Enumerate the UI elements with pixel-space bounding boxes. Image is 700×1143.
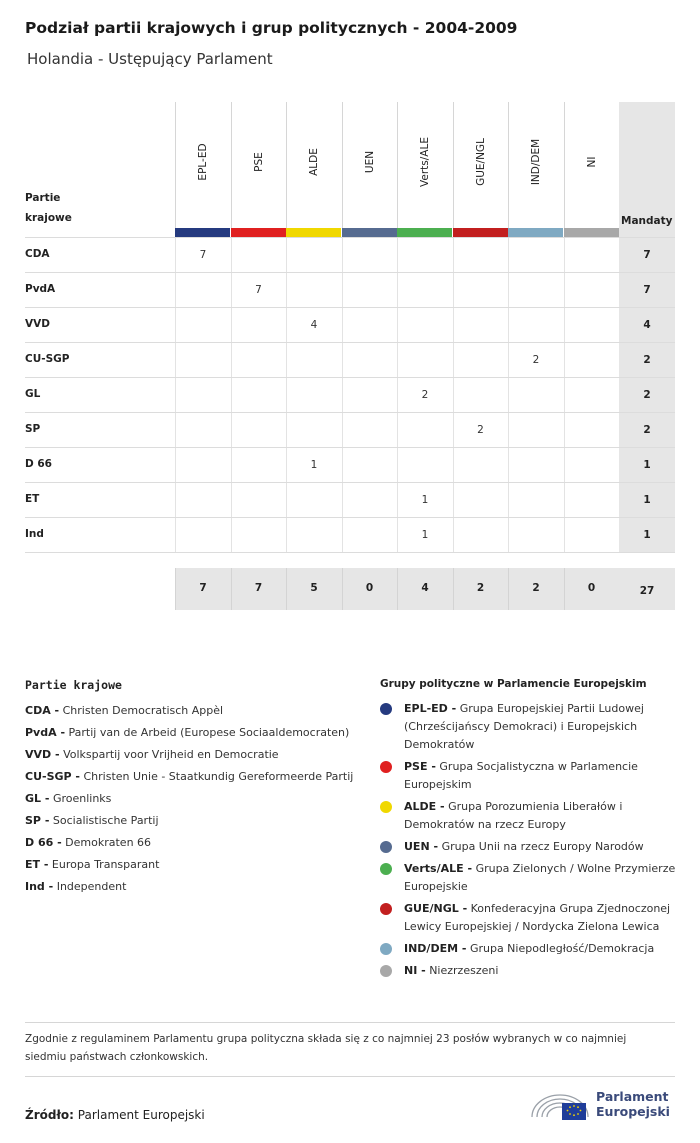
table-cell <box>564 518 619 552</box>
column-divider <box>453 102 454 238</box>
column-divider <box>286 102 287 238</box>
table-cell: 2 <box>397 378 452 412</box>
legend-group-name: Niezrzeszeni <box>429 964 499 977</box>
table-cell <box>508 518 563 552</box>
page-title: Podział partii krajowych i grup politycznych - 2004-2009 <box>25 19 518 37</box>
grand-total: 27 <box>639 585 655 597</box>
legend-group-abbr: IND/DEM - <box>404 942 467 955</box>
legend-group-item <box>380 962 680 980</box>
table-cell <box>286 343 341 377</box>
table-cell <box>342 413 397 447</box>
column-divider <box>397 102 398 238</box>
legend-group-abbr: UEN - <box>404 840 439 853</box>
column-total: 7 <box>175 568 230 610</box>
legend-party-item <box>25 878 355 896</box>
table-cell: 1 <box>286 448 341 482</box>
party-name: SP <box>25 423 41 435</box>
legend-group-name: Grupa Niepodległość/Demokracja <box>469 942 655 955</box>
table-cell <box>175 518 230 552</box>
table-cell <box>453 518 508 552</box>
source-label: Źródło: <box>25 1108 74 1122</box>
legend-group-abbr: NI - <box>404 964 426 977</box>
legend-party-item <box>25 812 355 830</box>
legend-party-name: Demokraten 66 <box>65 836 152 849</box>
footnote: Zgodnie z regulaminem Parlamentu grupa polityczna składa się z co najmniej 23 posłów wybranych w co najmniej siedmiu państwach członkowskich. <box>25 1033 627 1063</box>
table-cell <box>175 308 230 342</box>
table-cell <box>397 308 452 342</box>
legend-group-item <box>380 900 680 936</box>
legend-party-abbr: ET - <box>25 858 49 871</box>
group-color-dot-icon <box>380 703 392 715</box>
table-cell <box>175 343 230 377</box>
table-cell <box>397 273 452 307</box>
table-cell <box>508 308 563 342</box>
legend-party-abbr: CU-SGP - <box>25 770 80 783</box>
table-cell <box>286 413 341 447</box>
table-cell <box>508 273 563 307</box>
table-cell <box>342 448 397 482</box>
table-cell <box>508 483 563 517</box>
group-color-bar <box>508 228 563 237</box>
table-row <box>25 482 675 517</box>
legend-group-item <box>380 838 680 856</box>
table-cell <box>342 378 397 412</box>
column-total: 4 <box>397 568 452 610</box>
group-color-bar <box>175 228 230 237</box>
table-cell <box>453 273 508 307</box>
table-row <box>25 272 675 307</box>
table-cell: 7 <box>231 273 286 307</box>
source-value: Parlament Europejski <box>77 1108 205 1122</box>
legend-party-abbr: Ind - <box>25 880 54 893</box>
table-cell <box>564 378 619 412</box>
legend-parties-title: Partie krajowe <box>25 678 122 692</box>
column-header-pse: PSE <box>252 152 265 172</box>
legend-group-item <box>380 798 680 834</box>
source <box>25 1108 205 1122</box>
party-name: CDA <box>25 248 50 260</box>
legend-party-name: Christen Democratisch Appèl <box>62 704 224 717</box>
legend-group-name: Grupa Europejskiej Partii Ludowej (Chrześcijańscy Demokraci) i Europejskich Demokratów <box>404 702 644 751</box>
row-total: 2 <box>619 378 675 412</box>
table-cell: 4 <box>286 308 341 342</box>
table-cell <box>286 378 341 412</box>
table-cell <box>508 238 563 272</box>
table-cell <box>397 238 452 272</box>
column-total: 0 <box>342 568 397 610</box>
table-cell <box>175 378 230 412</box>
table-cell: 1 <box>397 518 452 552</box>
legend-party-name: Independent <box>56 880 127 893</box>
party-name: GL <box>25 388 41 400</box>
column-total: 0 <box>564 568 619 610</box>
legend-party-item <box>25 834 355 852</box>
legend-party-abbr: CDA - <box>25 704 60 717</box>
table-cell <box>175 448 230 482</box>
column-divider <box>564 102 565 238</box>
column-divider <box>342 102 343 238</box>
party-name: PvdA <box>25 283 56 295</box>
table-cell <box>231 308 286 342</box>
legend-groups <box>380 678 680 984</box>
row-total: 2 <box>619 343 675 377</box>
legend-party-item <box>25 746 355 764</box>
table-cell <box>564 238 619 272</box>
table-cell <box>231 378 286 412</box>
table-cell <box>564 448 619 482</box>
group-color-bar <box>342 228 397 237</box>
group-color-bar <box>564 228 619 237</box>
legend-group-item <box>380 940 680 958</box>
table-cell <box>508 448 563 482</box>
table-cell <box>231 448 286 482</box>
legend-group-name: Grupa Socjalistyczna w Parlamencie Europejskim <box>404 760 638 791</box>
legend-group-abbr: Verts/ALE - <box>404 862 473 875</box>
row-total: 1 <box>619 483 675 517</box>
row-total: 1 <box>619 518 675 552</box>
table-cell <box>508 413 563 447</box>
row-total: 7 <box>619 238 675 272</box>
legend-party-name: Volkspartij voor Vrijheid en Democratie <box>63 748 279 761</box>
table-cell <box>231 518 286 552</box>
divider <box>25 1076 675 1077</box>
table-cell <box>231 413 286 447</box>
group-color-bar <box>286 228 341 237</box>
legend-group-abbr: ALDE - <box>404 800 445 813</box>
table-row <box>25 237 675 272</box>
legend-group-item <box>380 758 680 794</box>
table-row <box>25 447 675 482</box>
table-cell <box>453 483 508 517</box>
column-total: 2 <box>508 568 563 610</box>
legend-group-name: Konfederacyjna Grupa Zjednoczonej Lewicy Europejskiej / Nordycka Zielona Lewica <box>404 902 671 933</box>
table-cell <box>564 308 619 342</box>
table-cell <box>231 238 286 272</box>
table-cell <box>286 483 341 517</box>
table-cell <box>453 378 508 412</box>
column-total: 2 <box>453 568 508 610</box>
legend-party-name: Socialistische Partij <box>52 814 159 827</box>
legend-party-abbr: D 66 - <box>25 836 62 849</box>
row-total: 2 <box>619 413 675 447</box>
group-color-dot-icon <box>380 903 392 915</box>
legend-parties <box>25 678 355 900</box>
column-divider <box>175 102 176 238</box>
legend-group-abbr: GUE/NGL - <box>404 902 468 915</box>
table-cell <box>231 343 286 377</box>
party-name: Ind <box>25 528 44 540</box>
legend-party-abbr: GL - <box>25 792 50 805</box>
legend-party-name: Europa Transparant <box>51 858 160 871</box>
table-row <box>25 412 675 447</box>
table-cell <box>508 378 563 412</box>
totals-row <box>175 568 675 610</box>
row-header: Partie krajowe <box>25 192 72 224</box>
table-cell <box>397 413 452 447</box>
group-color-dot-icon <box>380 761 392 773</box>
column-header-epled: EPL-ED <box>197 143 209 181</box>
column-header-uen: UEN <box>363 150 376 174</box>
table-row <box>25 342 675 377</box>
legend-group-abbr: PSE - <box>404 760 436 773</box>
total-header: Mandaty <box>621 215 673 227</box>
table-cell <box>453 343 508 377</box>
column-header-ni: NI <box>585 156 598 168</box>
table-cell <box>564 343 619 377</box>
table-cell <box>342 273 397 307</box>
party-name: ET <box>25 493 40 505</box>
table-cell <box>286 238 341 272</box>
table-cell: 1 <box>397 483 452 517</box>
divider <box>25 1022 675 1023</box>
legend-party-name: Groenlinks <box>52 792 112 805</box>
table-cell: 7 <box>175 238 230 272</box>
party-name: VVD <box>25 318 50 330</box>
group-color-bar <box>231 228 286 237</box>
column-header-inddem: IND/DEM <box>530 138 542 186</box>
table-cell <box>175 413 230 447</box>
table-row <box>25 307 675 342</box>
table-cell <box>175 273 230 307</box>
table-row <box>25 377 675 412</box>
row-total: 7 <box>619 273 675 307</box>
column-total: 7 <box>231 568 286 610</box>
table-cell <box>453 308 508 342</box>
table-cell <box>397 448 452 482</box>
legend-group-name: Grupa Unii na rzecz Europy Narodów <box>441 840 644 853</box>
legend-party-item <box>25 768 355 786</box>
legend-group-name: Grupa Zielonych / Wolne Przymierze Europejskie <box>404 862 676 893</box>
column-total: 5 <box>286 568 341 610</box>
legend-party-item <box>25 790 355 808</box>
group-color-bar <box>397 228 452 237</box>
group-color-dot-icon <box>380 841 392 853</box>
group-color-dot-icon <box>380 863 392 875</box>
row-total: 1 <box>619 448 675 482</box>
column-header-guengl: GUE/NGL <box>474 138 487 186</box>
page-subtitle: Holandia - Ustępujący Parlament <box>27 50 273 68</box>
table-cell <box>286 273 341 307</box>
legend-party-item <box>25 702 355 720</box>
table-cell <box>453 238 508 272</box>
legend-group-name: Grupa Porozumienia Liberałów i Demokratów na rzecz Europy <box>404 800 623 831</box>
column-header-vertsale: Verts/ALE <box>419 137 431 187</box>
legend-party-item <box>25 856 355 874</box>
party-name: CU-SGP <box>25 353 70 365</box>
table-cell <box>286 518 341 552</box>
legend-group-item <box>380 700 680 754</box>
table-cell <box>342 238 397 272</box>
table-cell: 2 <box>508 343 563 377</box>
table-row <box>25 517 675 552</box>
legend-party-item <box>25 724 355 742</box>
legend-party-abbr: SP - <box>25 814 50 827</box>
legend-groups-title: Grupy polityczne w Parlamencie Europejskim <box>380 678 647 690</box>
table-cell <box>564 483 619 517</box>
hemicycle-icon <box>528 1083 592 1123</box>
table-cell <box>564 273 619 307</box>
logo-text: Parlament Europejski <box>596 1089 670 1119</box>
divider <box>25 552 675 553</box>
parliament-logo <box>528 1083 678 1123</box>
column-header-alde: ALDE <box>308 148 320 176</box>
table-cell <box>175 483 230 517</box>
legend-group-abbr: EPL-ED - <box>404 702 457 715</box>
legend-party-abbr: VVD - <box>25 748 60 761</box>
table-cell <box>342 343 397 377</box>
table-cell <box>342 518 397 552</box>
group-color-dot-icon <box>380 801 392 813</box>
table-cell <box>231 483 286 517</box>
table-cell <box>342 308 397 342</box>
table-cell <box>397 343 452 377</box>
table-cell: 2 <box>453 413 508 447</box>
legend-party-name: Christen Unie - Staatkundig Gereformeerde Partij <box>83 770 354 783</box>
column-divider <box>508 102 509 238</box>
legend-group-item <box>380 860 680 896</box>
group-color-bar <box>453 228 508 237</box>
column-divider <box>231 102 232 238</box>
group-color-dot-icon <box>380 965 392 977</box>
legend-party-name: Partij van de Arbeid (Europese Sociaaldemocraten) <box>68 726 350 739</box>
table-cell <box>564 413 619 447</box>
row-total: 4 <box>619 308 675 342</box>
group-color-dot-icon <box>380 943 392 955</box>
party-name: D 66 <box>25 458 52 470</box>
table-cell <box>342 483 397 517</box>
legend-party-abbr: PvdA - <box>25 726 66 739</box>
table-cell <box>453 448 508 482</box>
